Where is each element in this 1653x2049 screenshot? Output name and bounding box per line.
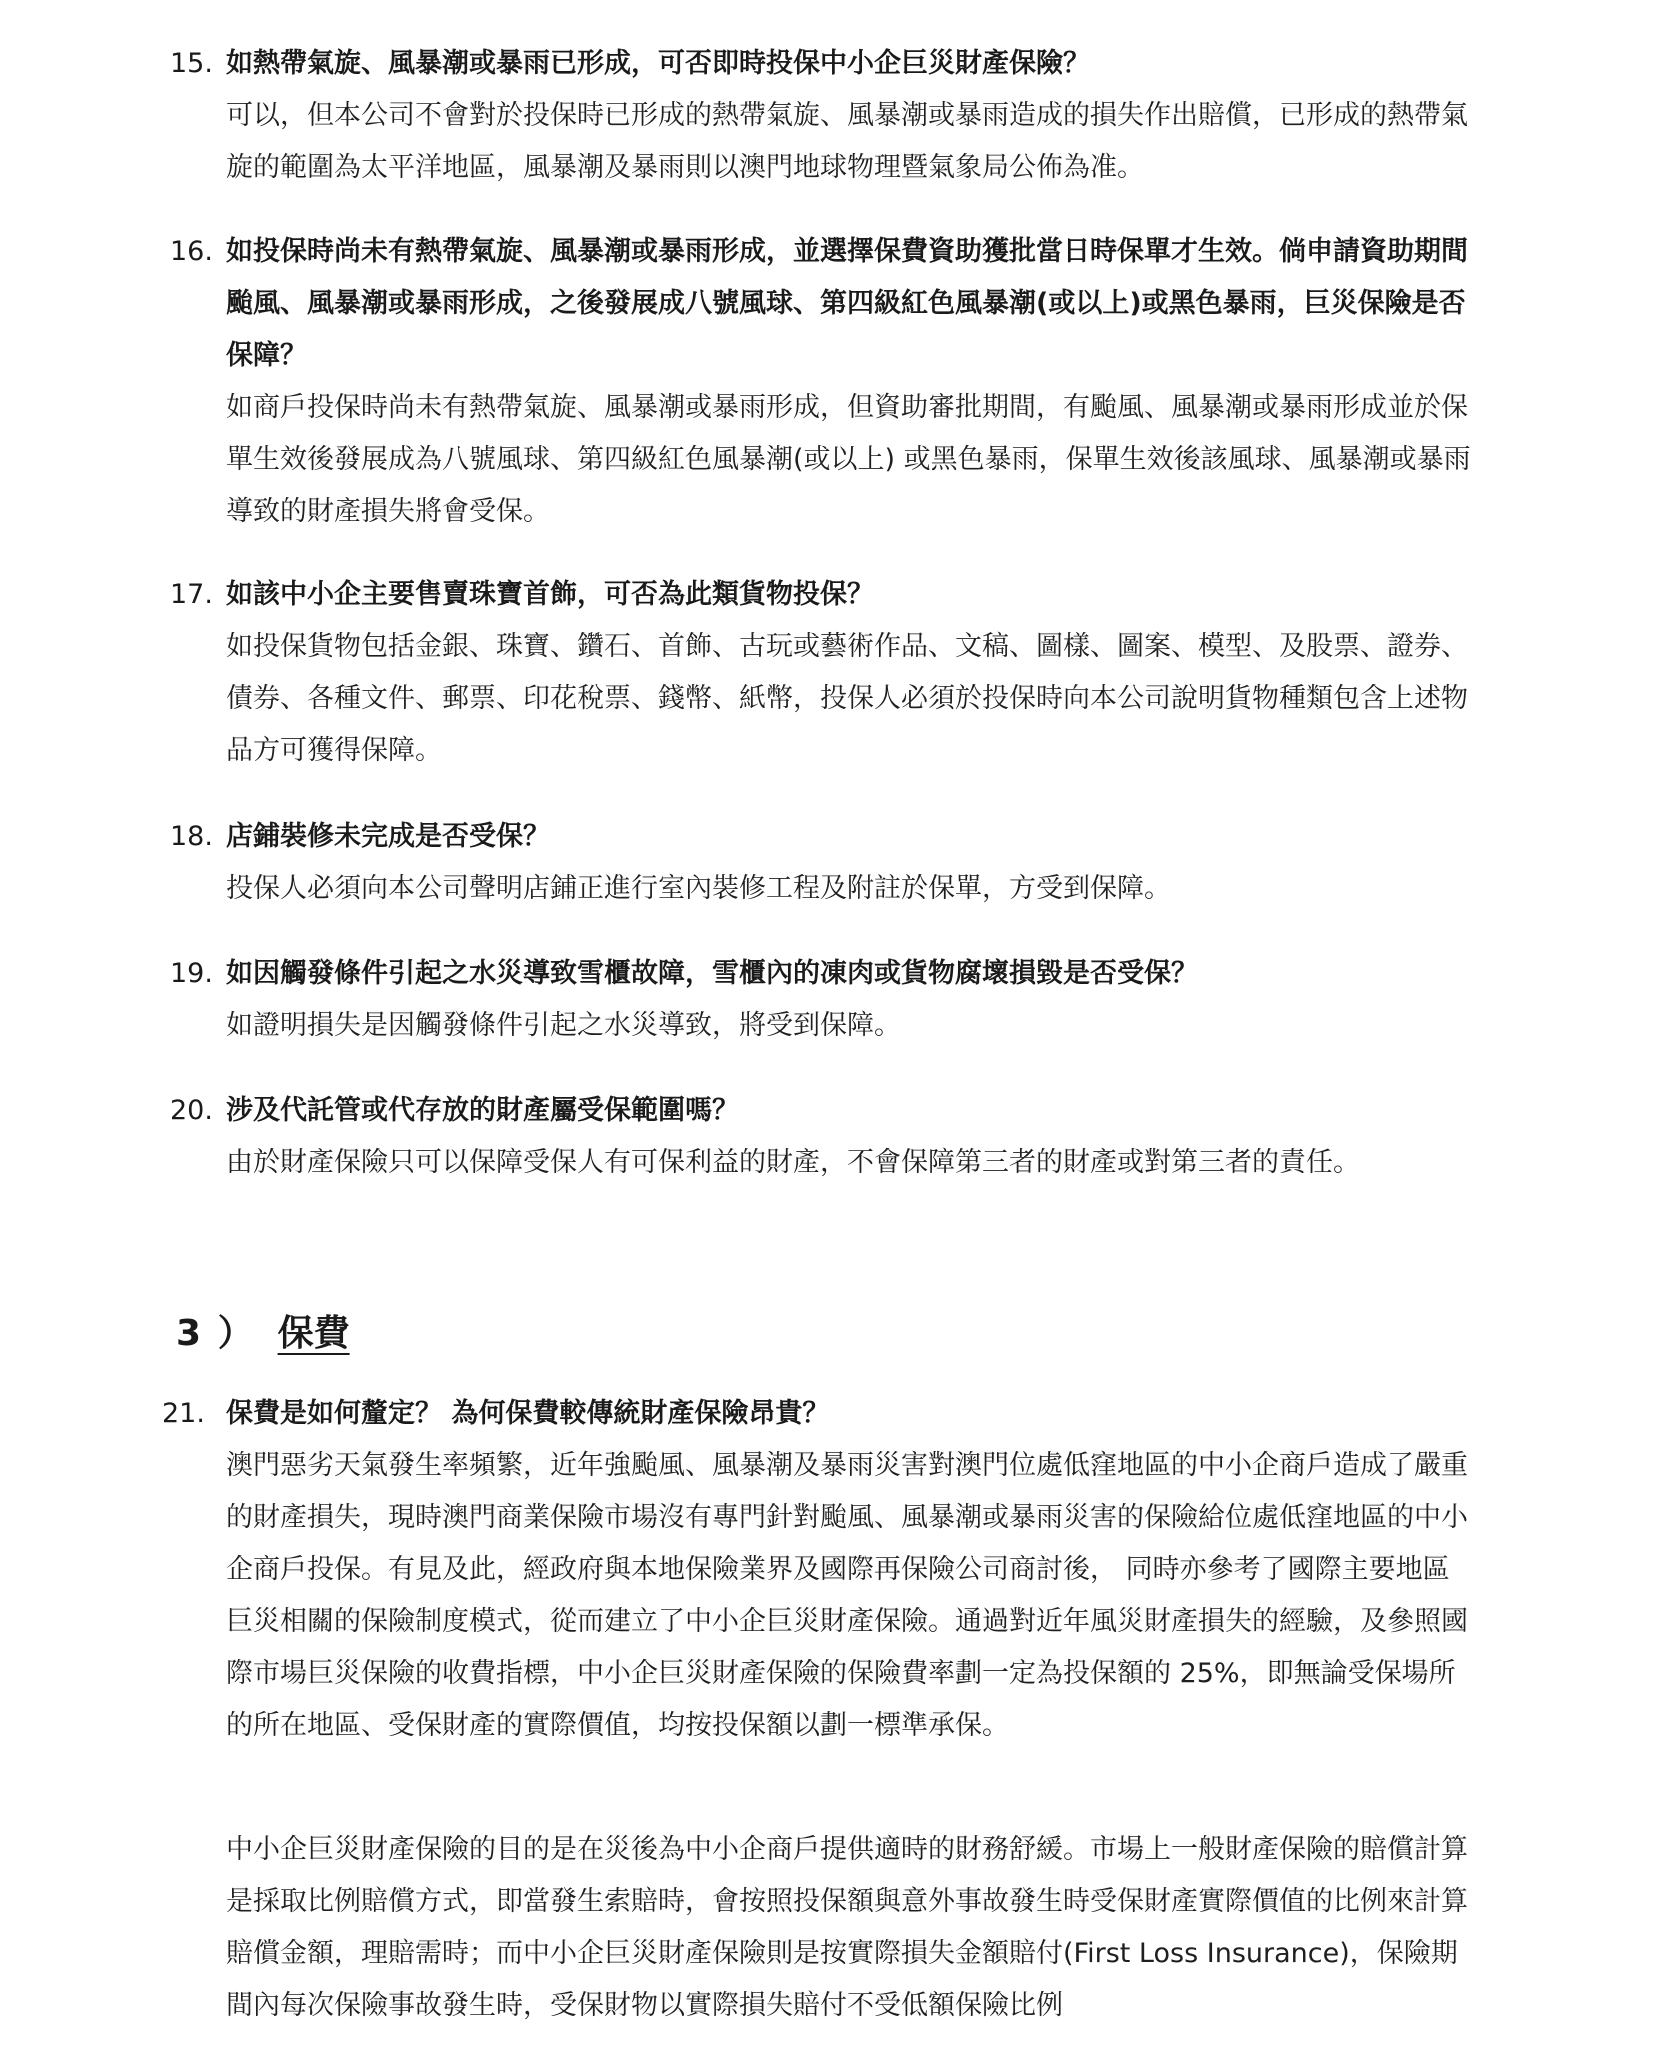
faq-answer-18: 投保人必須向本公司聲明店鋪正進行室內裝修工程及附註於保單，方受到保障。 (226, 873, 1171, 904)
faq-number: 17. (170, 579, 213, 610)
faq-question-text: 保費是如何釐定？ 為何保費較傳統財產保險昂貴？ (226, 1398, 830, 1429)
faq-question-text: 涉及代託管或代存放的財產屬受保範圍嗎？ (226, 1095, 739, 1126)
faq-number: 16. (170, 236, 213, 267)
faq-answer-15: 可以，但本公司不會對於投保時已形成的熱帶氣旋、風暴潮或暴雨造成的損失作出賠償，已形成的熱帶氣旋的範圍為太平洋地區，風暴潮及暴雨則以澳門地球物理暨氣象局公佈為准。 (226, 100, 1468, 183)
faq-number: 18. (170, 821, 213, 852)
faq-question-text: 如投保時尚未有熱帶氣旋、風暴潮或暴雨形成，並選擇保費資助獲批當日時保單才生效。倘申請資助期間颱風、風暴潮或暴雨形成，之後發展成八號風球、第四級紅色風暴潮(或以上)或黑色暴雨，巨災保險是否保障？ (226, 236, 1468, 371)
faq-question-text: 如熱帶氣旋、風暴潮或暴雨已形成，可否即時投保中小企巨災財產保險？ (226, 48, 1090, 79)
faq-answer-16: 如商戶投保時尚未有熱帶氣旋、風暴潮或暴雨形成，但資助審批期間，有颱風、風暴潮或暴雨形成並於保單生效後發展成為八號風球、第四級紅色風暴潮(或以上) 或黑色暴雨，保單生效後該風球、風暴潮或暴雨導致的財產損失將會受保。 (226, 392, 1471, 527)
faq-number: 20. (170, 1095, 213, 1126)
faq-answer-17: 如投保貨物包括金銀、珠寶、鑽石、首飾、古玩或藝術作品、文稿、圖樣、圖案、模型、及股票、證券、債券、各種文件、郵票、印花稅票、錢幣、紙幣，投保人必須於投保時向本公司說明貨物種類包含上述物品方可獲得保障。 (226, 631, 1468, 766)
faq-question-text: 如該中小企主要售賣珠寶首飾，可否為此類貨物投保？ (226, 579, 874, 610)
section-title: 保費 (277, 1313, 350, 1354)
faq-answer-20: 由於財產保險只可以保障受保人有可保利益的財產，不會保障第三者的財產或對第三者的責任。 (226, 1147, 1360, 1178)
section-heading (176, 1308, 350, 1360)
faq-number: 21. (162, 1398, 205, 1429)
faq-answer-21-paragraph-1: 澳門惡劣天氣發生率頻繁，近年強颱風、風暴潮及暴雨災害對澳門位處低窪地區的中小企商戶造成了嚴重的財產損失，現時澳門商業保險市場沒有專門針對颱風、風暴潮或暴雨災害的保險給位處低窪地區的中小企商戶投保。有見及此，經政府與本地保險業界及國際再保險公司商討後， 同時亦參考了國際主要地區巨災相關的保險制度模式，從而建立了中小企巨災財產保險。通過對近年風災財產損失的經驗，及參照國際市場巨災保險的收費指標，中小企巨災財產保險的保險費率劃一定為投保額的 25%，即無論受保場所的所在地區、受保財產的實際價值，均按投保額以劃一標準承保。 (226, 1450, 1468, 1741)
section-number: 3 ） (176, 1313, 256, 1354)
faq-answer-21-paragraph-2: 中小企巨災財產保險的目的是在災後為中小企商戶提供適時的財務舒緩。市場上一般財產保險的賠償計算是採取比例賠償方式，即當發生索賠時，會按照投保額與意外事故發生時受保財產實際價值的比例來計算賠償金額，理賠需時；而中小企巨災財產保險則是按實際損失金額賠付(First Loss Insurance)，保險期間內每次保險事故發生時，受保財物以實際損失賠付不受低額保險比例 (226, 1834, 1468, 2021)
faq-number: 19. (170, 958, 213, 989)
faq-number: 15. (170, 48, 213, 79)
faq-answer-19: 如證明損失是因觸發條件引起之水災導致，將受到保障。 (226, 1010, 901, 1041)
faq-question-text: 如因觸發條件引起之水災導致雪櫃故障，雪櫃內的凍肉或貨物腐壞損毀是否受保？ (226, 958, 1198, 989)
faq-question-text: 店鋪裝修未完成是否受保？ (226, 821, 550, 852)
